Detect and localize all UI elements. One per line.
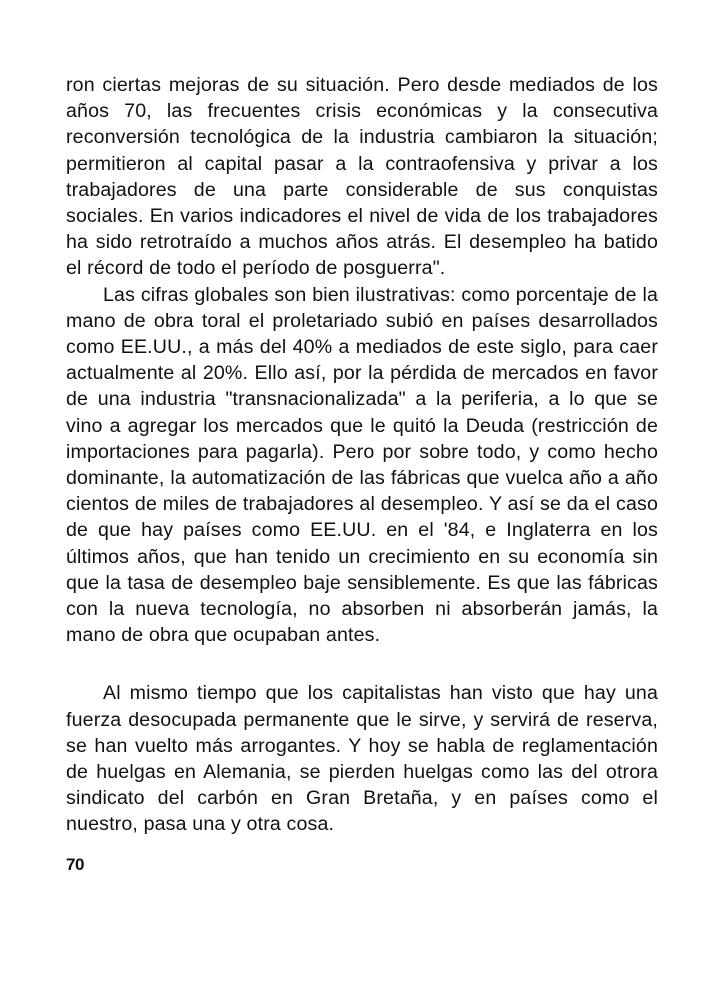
page-body bbox=[66, 72, 658, 838]
page-number: 70 bbox=[66, 855, 84, 874]
paragraph-1: ron ciertas mejoras de su situación. Pero desde mediados de los años 70, las frecuentes crisis económicas y la consecutiva reconversión tecnológica de la industria cambiaron la situación; permitieron al capital pasar a la contraofensiva y privar a los trabajadores de una parte considerable de sus conquistas sociales. En varios indicadores el nivel de vida de los trabajadores ha sido retrotraído a muchos años atrás. El desempleo ha batido el récord de todo el período de posguerra". bbox=[66, 74, 658, 280]
paragraph-3: Al mismo tiempo que los capitalistas han visto que hay una fuerza desocupada permanente que le sirve, y servirá de reserva, se han vuelto más arrogantes. Y hoy se habla de reglamentación de huelgas en Alemania, se pierden huelgas como las del otrora sindicato del carbón en Gran Bretaña, y en países como el nuestro, pasa una y otra cosa. bbox=[66, 682, 658, 836]
paragraph-2: Las cifras globales son bien ilustrativas: como porcentaje de la mano de obra toral el proletariado subió en países desarrollados como EE.UU., a más del 40% a mediados de este siglo, para caer actualmente al 20%. Ello así, por la pérdida de mercados en favor de una industria "transnacionalizada" a la periferia, a lo que se vino a agregar los mercados que le quitó la Deuda (restricción de importaciones para pagarla). Pero por sobre todo, y como hecho dominante, la automatización de las fábricas que vuelca año a año cientos de miles de trabajadores al desempleo. Y así se da el caso de que hay países como EE.UU. en el '84, e Inglaterra en los últimos años, que han tenido un crecimiento en su economía sin que la tasa de desempleo baje sensiblemente. Es que las fábricas con la nueva tecnología, no absorben ni absorberán jamás, la mano de obra que ocupaban antes. bbox=[66, 283, 658, 647]
